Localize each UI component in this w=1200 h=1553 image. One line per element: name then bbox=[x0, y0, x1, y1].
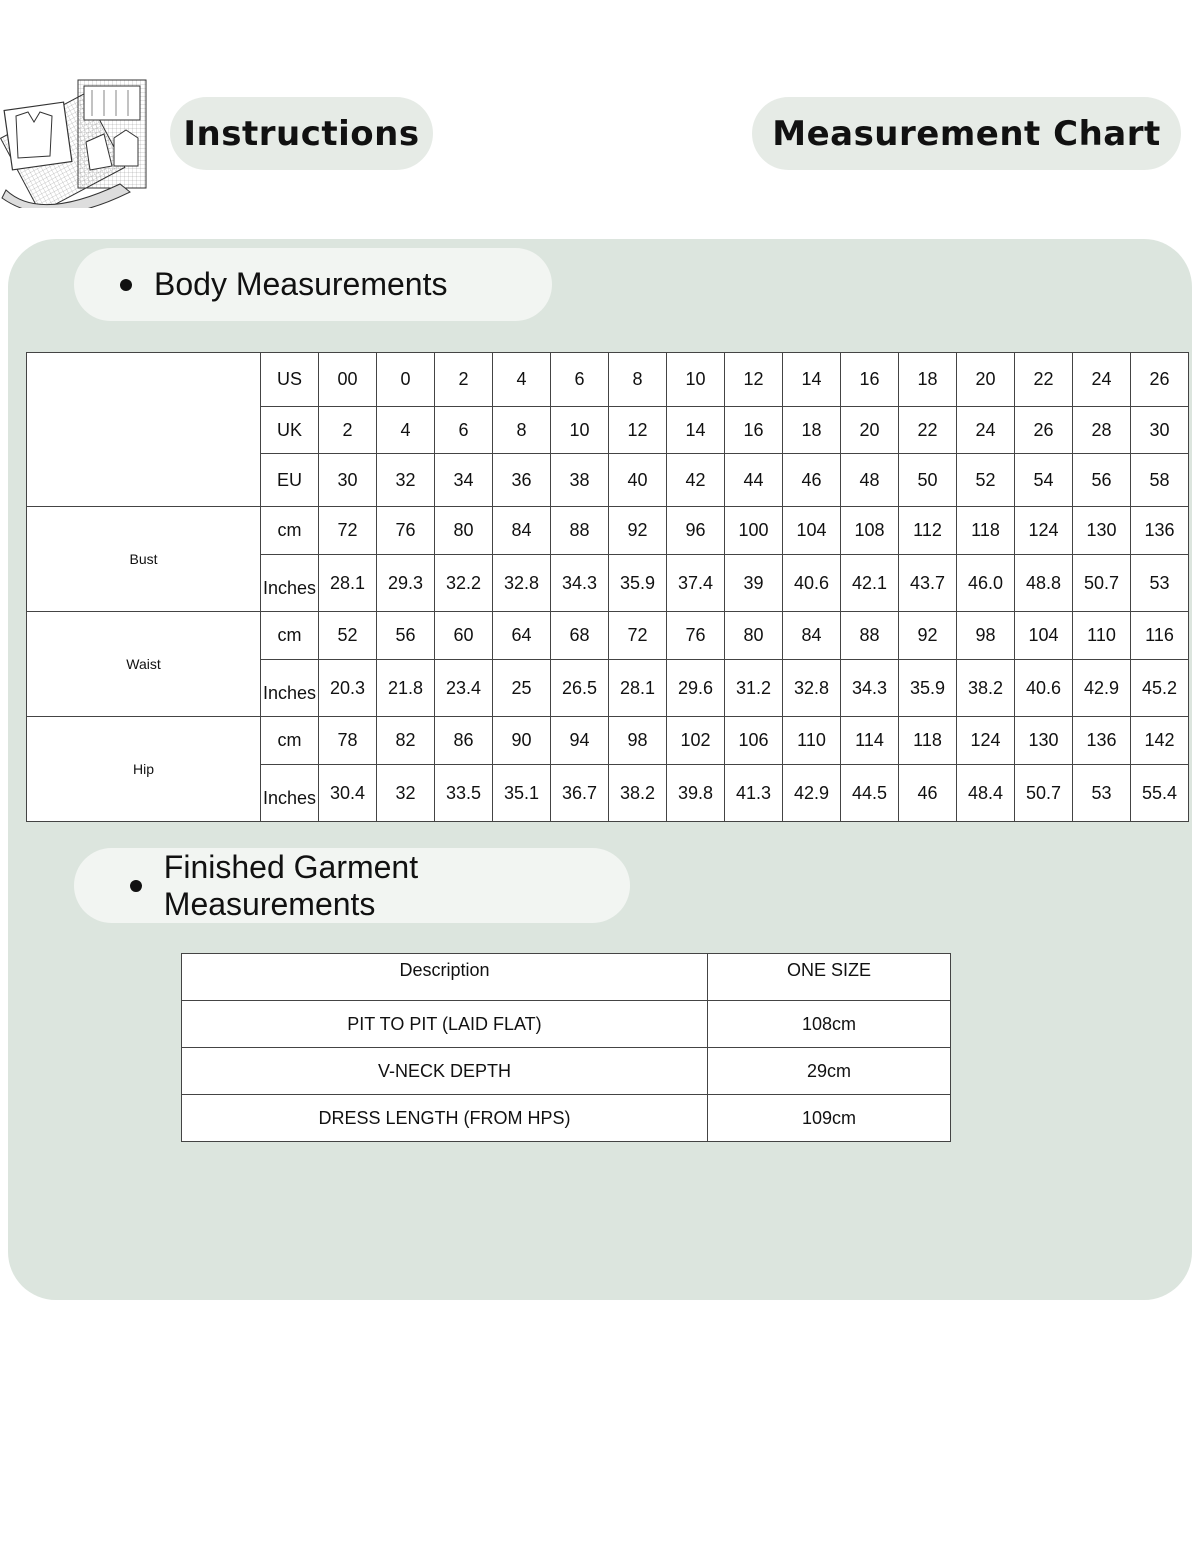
measurement-cell: 46 bbox=[899, 765, 957, 822]
garment-size-cell: 109cm bbox=[708, 1095, 951, 1142]
size-cell: 8 bbox=[493, 407, 551, 454]
size-cell: 52 bbox=[957, 454, 1015, 507]
measurement-cell: 30.4 bbox=[319, 765, 377, 822]
measurement-chart-pill bbox=[752, 97, 1181, 170]
unit-label: cm bbox=[261, 507, 319, 555]
measurement-cell: 76 bbox=[667, 612, 725, 660]
measurement-cell: 82 bbox=[377, 717, 435, 765]
measurement-cell: 118 bbox=[957, 507, 1015, 555]
size-system-label: EU bbox=[261, 454, 319, 507]
size-system-label: UK bbox=[261, 407, 319, 454]
size-cell: 22 bbox=[1015, 353, 1073, 407]
size-cell: 50 bbox=[899, 454, 957, 507]
measurement-cell: 130 bbox=[1073, 507, 1131, 555]
garment-measurements-title: Finished Garment Measurements bbox=[163, 848, 419, 922]
measurement-cell: 108 bbox=[841, 507, 899, 555]
measurement-cell: 92 bbox=[609, 507, 667, 555]
measurement-cell: 45.2 bbox=[1131, 660, 1189, 717]
measurement-cell: 86 bbox=[435, 717, 493, 765]
measurement-cell: 23.4 bbox=[435, 660, 493, 717]
size-cell: 42 bbox=[667, 454, 725, 507]
size-cell: 16 bbox=[725, 407, 783, 454]
size-cell: 14 bbox=[783, 353, 841, 407]
measurement-cell: 44.5 bbox=[841, 765, 899, 822]
size-cell: 10 bbox=[667, 353, 725, 407]
measurement-cell: 52 bbox=[319, 612, 377, 660]
measurement-cell: 106 bbox=[725, 717, 783, 765]
measurement-cell: 48.8 bbox=[1015, 555, 1073, 612]
measurement-cell: 38.2 bbox=[609, 765, 667, 822]
measurement-cell: 88 bbox=[551, 507, 609, 555]
measurement-cell: 92 bbox=[899, 612, 957, 660]
size-cell: 6 bbox=[435, 407, 493, 454]
measurement-cell: 32.8 bbox=[783, 660, 841, 717]
size-cell: 24 bbox=[957, 407, 1015, 454]
measurement-cell: 104 bbox=[783, 507, 841, 555]
measurement-cell: 32.2 bbox=[435, 555, 493, 612]
measurement-cell: 46.0 bbox=[957, 555, 1015, 612]
unit-label: Inches bbox=[261, 765, 319, 822]
sewing-pattern-illustration bbox=[0, 72, 152, 208]
measurement-cell: 68 bbox=[551, 612, 609, 660]
measurement-cell: 98 bbox=[609, 717, 667, 765]
bullet-icon bbox=[130, 880, 142, 892]
measurement-cell: 64 bbox=[493, 612, 551, 660]
size-cell: 34 bbox=[435, 454, 493, 507]
measurement-chart-title: Measurement Chart bbox=[772, 113, 1161, 154]
measurement-cell: 100 bbox=[725, 507, 783, 555]
size-cell: 0 bbox=[377, 353, 435, 407]
measurement-row bbox=[27, 507, 1189, 555]
garment-description-cell: PIT TO PIT (LAID FLAT) bbox=[182, 1001, 708, 1048]
garment-description-cell: DRESS LENGTH (FROM HPS) bbox=[182, 1095, 708, 1142]
size-cell: 20 bbox=[841, 407, 899, 454]
body-measurements-heading bbox=[74, 248, 552, 321]
size-cell: 14 bbox=[667, 407, 725, 454]
size-cell: 26 bbox=[1015, 407, 1073, 454]
measurement-cell: 88 bbox=[841, 612, 899, 660]
measurement-cell: 40.6 bbox=[783, 555, 841, 612]
size-cell: 26 bbox=[1131, 353, 1189, 407]
measurement-cell: 29.6 bbox=[667, 660, 725, 717]
garment-row bbox=[182, 1001, 951, 1048]
measurement-cell: 28.1 bbox=[319, 555, 377, 612]
size-cell: 18 bbox=[899, 353, 957, 407]
measurement-cell: 31.2 bbox=[725, 660, 783, 717]
unit-label: cm bbox=[261, 612, 319, 660]
measurement-cell: 39.8 bbox=[667, 765, 725, 822]
measurement-cell: 78 bbox=[319, 717, 377, 765]
measurement-cell: 84 bbox=[783, 612, 841, 660]
size-cell: 46 bbox=[783, 454, 841, 507]
size-cell: 38 bbox=[551, 454, 609, 507]
size-cell: 48 bbox=[841, 454, 899, 507]
measurement-cell: 28.1 bbox=[609, 660, 667, 717]
measurement-cell: 42.9 bbox=[783, 765, 841, 822]
measurement-cell: 37.4 bbox=[667, 555, 725, 612]
measurement-cell: 55.4 bbox=[1131, 765, 1189, 822]
blank-corner-cell bbox=[27, 353, 261, 507]
size-cell: 20 bbox=[957, 353, 1015, 407]
garment-header-cell: Description bbox=[182, 954, 708, 1001]
size-cell: 28 bbox=[1073, 407, 1131, 454]
measurement-cell: 110 bbox=[1073, 612, 1131, 660]
bullet-icon bbox=[120, 279, 132, 291]
measurement-cell: 33.5 bbox=[435, 765, 493, 822]
measurement-cell: 20.3 bbox=[319, 660, 377, 717]
measurement-cell: 72 bbox=[319, 507, 377, 555]
size-cell: 10 bbox=[551, 407, 609, 454]
measurement-cell: 136 bbox=[1131, 507, 1189, 555]
size-cell: 12 bbox=[609, 407, 667, 454]
size-cell: 24 bbox=[1073, 353, 1131, 407]
measurement-cell: 116 bbox=[1131, 612, 1189, 660]
measurement-cell: 118 bbox=[899, 717, 957, 765]
body-measurements-table bbox=[26, 352, 1189, 822]
measurement-row bbox=[27, 717, 1189, 765]
unit-label: Inches bbox=[261, 555, 319, 612]
measurement-cell: 136 bbox=[1073, 717, 1131, 765]
size-cell: 18 bbox=[783, 407, 841, 454]
size-cell: 58 bbox=[1131, 454, 1189, 507]
measurement-cell: 96 bbox=[667, 507, 725, 555]
measurement-group-label: Bust bbox=[27, 507, 261, 612]
size-cell: 30 bbox=[1131, 407, 1189, 454]
garment-row bbox=[182, 1048, 951, 1095]
measurement-cell: 142 bbox=[1131, 717, 1189, 765]
garment-measurements-heading bbox=[74, 848, 630, 923]
measurement-cell: 48.4 bbox=[957, 765, 1015, 822]
measurement-cell: 26.5 bbox=[551, 660, 609, 717]
measurement-cell: 80 bbox=[435, 507, 493, 555]
size-cell: 2 bbox=[435, 353, 493, 407]
measurement-cell: 60 bbox=[435, 612, 493, 660]
measurement-cell: 112 bbox=[899, 507, 957, 555]
size-cell: 22 bbox=[899, 407, 957, 454]
size-cell: 30 bbox=[319, 454, 377, 507]
measurement-cell: 43.7 bbox=[899, 555, 957, 612]
measurement-cell: 102 bbox=[667, 717, 725, 765]
garment-header-row bbox=[182, 954, 951, 1001]
measurement-row bbox=[27, 612, 1189, 660]
measurement-cell: 32.8 bbox=[493, 555, 551, 612]
measurement-cell: 53 bbox=[1131, 555, 1189, 612]
measurement-cell: 98 bbox=[957, 612, 1015, 660]
garment-size-cell: 108cm bbox=[708, 1001, 951, 1048]
measurement-group-label: Hip bbox=[27, 717, 261, 822]
size-cell: 2 bbox=[319, 407, 377, 454]
size-cell: 4 bbox=[377, 407, 435, 454]
measurement-cell: 35.9 bbox=[609, 555, 667, 612]
measurement-cell: 80 bbox=[725, 612, 783, 660]
measurement-cell: 72 bbox=[609, 612, 667, 660]
size-system-label: US bbox=[261, 353, 319, 407]
garment-header-cell: ONE SIZE bbox=[708, 954, 951, 1001]
measurement-cell: 34.3 bbox=[551, 555, 609, 612]
measurement-cell: 29.3 bbox=[377, 555, 435, 612]
measurement-cell: 35.9 bbox=[899, 660, 957, 717]
size-cell: 40 bbox=[609, 454, 667, 507]
measurement-cell: 124 bbox=[957, 717, 1015, 765]
measurement-cell: 38.2 bbox=[957, 660, 1015, 717]
garment-description-cell: V-NECK DEPTH bbox=[182, 1048, 708, 1095]
measurement-cell: 41.3 bbox=[725, 765, 783, 822]
measurement-cell: 34.3 bbox=[841, 660, 899, 717]
size-cell: 56 bbox=[1073, 454, 1131, 507]
measurement-cell: 104 bbox=[1015, 612, 1073, 660]
measurement-cell: 40.6 bbox=[1015, 660, 1073, 717]
measurement-cell: 50.7 bbox=[1073, 555, 1131, 612]
measurement-cell: 25 bbox=[493, 660, 551, 717]
measurement-group-label: Waist bbox=[27, 612, 261, 717]
measurement-cell: 124 bbox=[1015, 507, 1073, 555]
size-cell: 54 bbox=[1015, 454, 1073, 507]
measurement-cell: 42.1 bbox=[841, 555, 899, 612]
measurement-cell: 94 bbox=[551, 717, 609, 765]
measurement-cell: 76 bbox=[377, 507, 435, 555]
measurement-cell: 130 bbox=[1015, 717, 1073, 765]
garment-size-cell: 29cm bbox=[708, 1048, 951, 1095]
measurement-cell: 114 bbox=[841, 717, 899, 765]
size-cell: 12 bbox=[725, 353, 783, 407]
size-cell: 4 bbox=[493, 353, 551, 407]
measurement-cell: 21.8 bbox=[377, 660, 435, 717]
garment-measurements-table bbox=[181, 953, 951, 1142]
size-cell: 32 bbox=[377, 454, 435, 507]
size-cell: 8 bbox=[609, 353, 667, 407]
instructions-pill bbox=[170, 97, 433, 170]
measurement-cell: 39 bbox=[725, 555, 783, 612]
measurement-cell: 90 bbox=[493, 717, 551, 765]
body-measurements-title: Body Measurements bbox=[154, 266, 448, 302]
size-row bbox=[27, 353, 1189, 407]
size-cell: 00 bbox=[319, 353, 377, 407]
instructions-title: Instructions bbox=[183, 113, 420, 154]
measurement-cell: 56 bbox=[377, 612, 435, 660]
measurement-cell: 36.7 bbox=[551, 765, 609, 822]
size-cell: 16 bbox=[841, 353, 899, 407]
unit-label: cm bbox=[261, 717, 319, 765]
measurement-cell: 42.9 bbox=[1073, 660, 1131, 717]
measurement-cell: 50.7 bbox=[1015, 765, 1073, 822]
measurement-cell: 110 bbox=[783, 717, 841, 765]
measurement-cell: 53 bbox=[1073, 765, 1131, 822]
measurement-cell: 32 bbox=[377, 765, 435, 822]
size-cell: 36 bbox=[493, 454, 551, 507]
size-cell: 6 bbox=[551, 353, 609, 407]
garment-row bbox=[182, 1095, 951, 1142]
size-cell: 44 bbox=[725, 454, 783, 507]
measurement-cell: 35.1 bbox=[493, 765, 551, 822]
measurement-cell: 84 bbox=[493, 507, 551, 555]
unit-label: Inches bbox=[261, 660, 319, 717]
